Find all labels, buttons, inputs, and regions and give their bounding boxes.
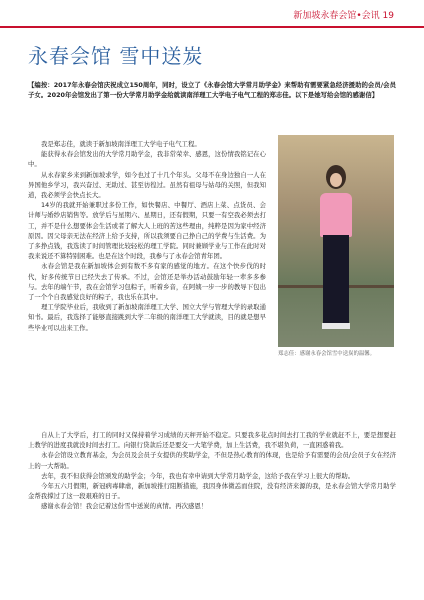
student-photo (278, 135, 394, 347)
article-title: 永春会馆 雪中送炭 (28, 44, 204, 68)
paragraph: 永春会馆是我在新加坡体会到有数不多有家的感觉的地方。在这个快步伐的时代，好多传统节日已经失去了传承。不过，会馆还是举办活动鼓励年轻一辈多多参与。去年的端午节，我在会馆学习包粽子，听着乡音，在阿姨一步一步的教导下包出了一个个自我感觉良好的粽子，我也乐在其中。 (28, 262, 266, 302)
paragraph: 14岁的我就开始兼职过多份工作，如快餐店、中餐厅、酒店上菜、点货员、会计师与婚纱店销售等。放学后与星期六、星期日，还有假期，只要一有空我必须去打工，并不是什么想要体会生活或者了解大人上班的苦这些理由，纯粹是因为家中经济原因。因父母亲无法在经济上给予支持，所以我须要自己挣自己的学费与生活费。为了多挣点钱，我选读了时间管理比较轻松的理工学院。同时兼顾学业与工作在此时对我来说还不算特别困难。也是在这个时段，我参与了永春会馆青年团。 (28, 201, 266, 261)
paragraph: 今年五六月假期，新冠病毒肆虐，新加坡推行阻断措施，我因身体微恙而住院，没有经济来源的我，是永春会馆大学常月助学金帮我撑过了这一段艰难的日子。 (28, 482, 396, 501)
article-body-lower (28, 430, 396, 512)
paragraph: 从永春家乡来到新加坡求学，如今也过了十几个年头。父母不在身边独自一人在异国他乡学习，我兴奋过、无助过、甚至彷徨过。虽然有祖母与姑母的关照，但我知道，我必须学会快点长大。 (28, 170, 266, 200)
running-header: 新加坡永春会馆•会讯 19 (293, 11, 394, 21)
editor-note: 【编按：2017年永春会馆庆祝成立150周年，同时，设立了《永春会馆大学常月助学金》来帮助有需要紧急经济援助的会员/会员子女。2020年会馆发出了第一份大学常月助学金给就读南洋理工大学电子电气工程的郑志佳。以下是她写给会馆的感谢信】 (28, 81, 396, 99)
paragraph: 去年，我不但获得会馆颁发的助学金；今年，我也有幸申请到大学常月助学金，这给予我在学习上很大的帮助。 (41, 471, 355, 480)
paragraph: 理工学院毕业后，我收到了新加坡南洋理工大学、国立大学与管理大学的录取通知书。最后，我选择了能够直接跳到大学二年级的南洋理工大学就读，目的就是想早些毕业可以出来工作。 (28, 303, 266, 332)
paragraph: 能获得永春会馆发出的大学常月助学金，我非常荣幸、感恩，这份情我铭记在心中。 (28, 150, 266, 169)
paragraph: 自从上了大学后，打工的同时又保持着学习成绩的天秤开始不稳定。只要我多花点时间去打工我的学业就赶不上，要是想要赶上教学的进度我就没时间去打工。向银行贷款后还是要交一大笔学费，加上生活费，我不堪负荷，一直困惑着我。 (28, 431, 396, 450)
article-body-upper (28, 139, 266, 333)
paragraph: 我是郑志佳，就读于新加坡南洋理工大学电子电气工程。 (41, 140, 201, 148)
paragraph: 感谢永春会馆！我会记着这份雪中送炭的真情。再次感恩！ (41, 502, 208, 511)
header-rule (0, 26, 424, 28)
photo-caption: 郑志佳：感谢永春会馆雪中送炭的温馨。 (278, 351, 376, 357)
paragraph: 永春会馆设立教育基金，为会员及会员子女提供的奖助学金，不但是热心教育的体现，也是给予有需要的会员/会员子女在经济上的一大帮助。 (28, 451, 396, 470)
